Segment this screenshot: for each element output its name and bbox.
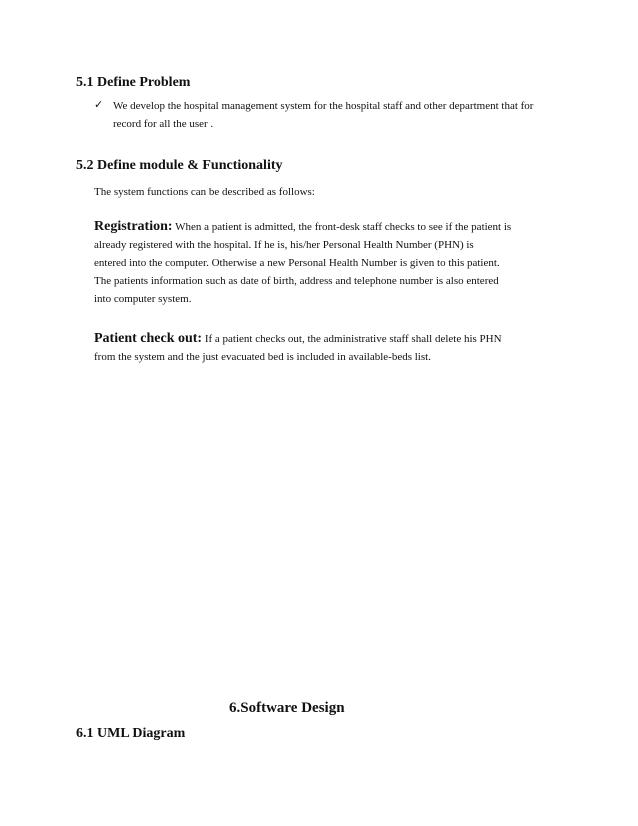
paragraph-line: entered into the computer. Otherwise a new Personal Health Number is given to this patient.: [94, 257, 500, 269]
paragraph-line: from the system and the just evacuated bed is included in available-beds list.: [94, 351, 431, 363]
section-5-1-bullet: [113, 97, 533, 133]
paragraph-line: into computer system.: [94, 293, 192, 305]
bullet-line: We develop the hospital management system for the hospital staff and other department that for: [113, 100, 534, 112]
checkmark-icon: ✓: [94, 98, 104, 111]
section-6-1-heading: 6.1 UML Diagram: [76, 726, 186, 741]
paragraph-line: already registered with the hospital. If he is, his/her Personal Health Number (PHN) is: [94, 239, 474, 251]
registration-term: Registration:: [94, 219, 173, 234]
checkout-term: Patient check out:: [94, 331, 203, 346]
section-6-title: 6.Software Design: [229, 700, 345, 716]
checkout-paragraph: [94, 330, 502, 366]
paragraph-line: The patients information such as date of birth, address and telephone number is also entered: [94, 275, 499, 287]
registration-paragraph: [94, 218, 511, 308]
paragraph-line: When a patient is admitted, the front-desk staff checks to see if the patient is: [172, 221, 512, 233]
section-5-1-heading: 5.1 Define Problem: [76, 75, 191, 90]
bullet-line: record for all the user .: [113, 118, 214, 130]
section-5-2-heading: 5.2 Define module & Functionality: [76, 158, 283, 173]
section-5-2-intro: The system functions can be described as follows:: [94, 186, 315, 198]
paragraph-line: If a patient checks out, the administrative staff shall delete his PHN: [202, 333, 502, 345]
